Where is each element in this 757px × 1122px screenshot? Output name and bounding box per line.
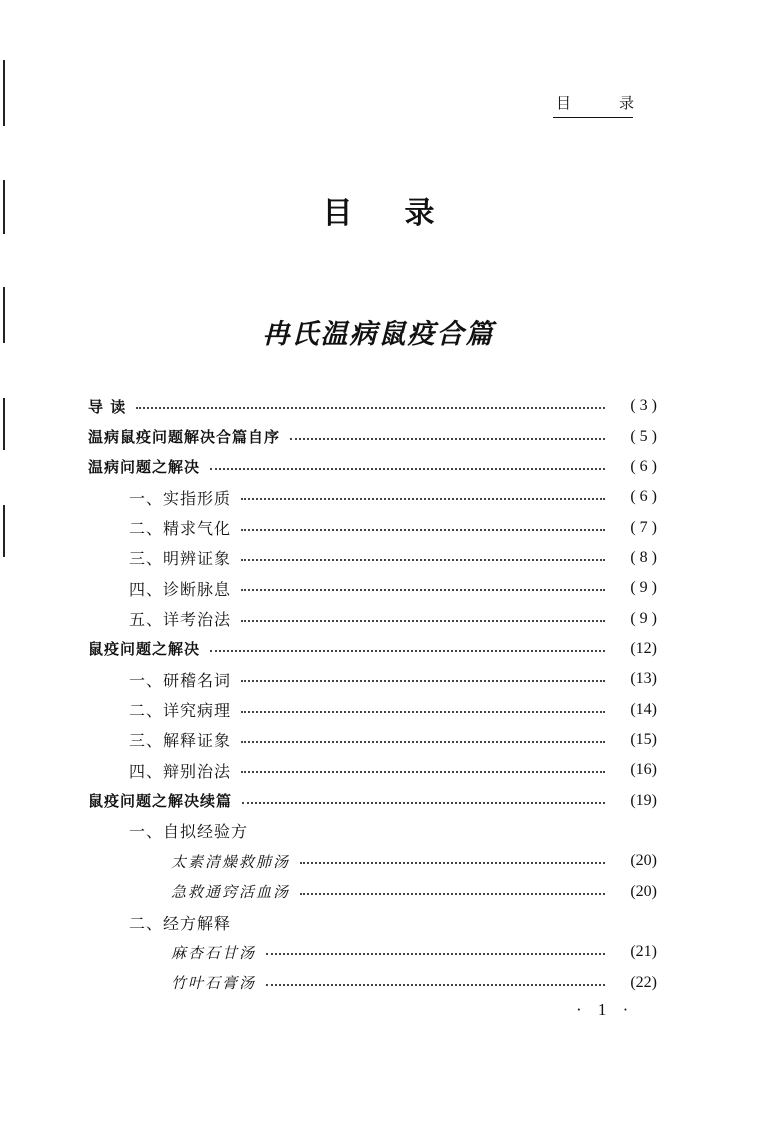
toc-leader-dots (210, 468, 605, 470)
scan-edge-mark (3, 60, 5, 126)
toc-leader-dots (266, 953, 605, 955)
toc-entry[interactable] (0, 573, 757, 603)
toc-leader-dots (241, 559, 605, 561)
toc-entry-page: ( 8 ) (630, 548, 657, 566)
toc-entry[interactable] (0, 664, 757, 694)
toc-entry-title: 麻杏石甘汤 (171, 943, 257, 962)
toc-entry[interactable] (0, 725, 757, 755)
toc-entry-page: (21) (630, 943, 657, 961)
toc-entry[interactable] (0, 452, 757, 482)
toc-entry[interactable] (0, 512, 757, 542)
toc-leader-dots (241, 589, 605, 591)
toc-entry-page: ( 9 ) (630, 609, 657, 627)
toc-entry-title: 鼠疫问题之解决续篇 (88, 792, 233, 811)
table-of-contents (0, 391, 757, 998)
toc-entry[interactable] (0, 907, 757, 937)
toc-entry[interactable] (0, 694, 757, 724)
toc-entry-title: 温病鼠疫问题解决合篇自序 (88, 428, 281, 447)
toc-entry-title: 太素清燥救肺汤 (171, 852, 291, 871)
toc-entry[interactable] (0, 846, 757, 876)
toc-entry[interactable] (0, 634, 757, 664)
running-head-left: 目 (556, 94, 572, 112)
toc-leader-dots (241, 711, 605, 713)
toc-entry[interactable] (0, 603, 757, 633)
toc-entry-page: (12) (630, 639, 657, 657)
toc-entry-page: (14) (630, 700, 657, 718)
toc-entry-title: 一、研稽名词 (129, 670, 232, 690)
toc-entry-title: 二、经方解释 (129, 913, 232, 933)
page-number: · 1 · (576, 1000, 635, 1019)
toc-entry-title: 一、自拟经验方 (129, 822, 249, 842)
toc-entry-title: 鼠疫问题之解决 (88, 640, 201, 659)
toc-leader-dots (241, 620, 605, 622)
toc-entry-title: 竹叶石膏汤 (171, 974, 257, 993)
toc-entry[interactable] (0, 421, 757, 451)
toc-leader-dots (290, 438, 605, 440)
toc-entry-title: 三、明辨证象 (129, 549, 232, 569)
toc-entry[interactable] (0, 543, 757, 573)
toc-leader-dots (241, 771, 605, 773)
toc-entry-page: ( 6 ) (630, 457, 657, 475)
toc-entry-title: 急救通窍活血汤 (171, 883, 291, 902)
toc-entry-title: 四、诊断脉息 (129, 579, 232, 599)
toc-entry-page: (20) (630, 852, 657, 870)
toc-entry[interactable] (0, 877, 757, 907)
toc-entry-title: 一、实指形质 (129, 488, 232, 508)
toc-entry[interactable] (0, 391, 757, 421)
toc-leader-dots (300, 862, 605, 864)
toc-entry-page: ( 6 ) (630, 488, 657, 506)
toc-entry[interactable] (0, 968, 757, 998)
running-head (556, 92, 634, 113)
running-head-right: 录 (618, 94, 634, 112)
toc-entry-title: 二、精求气化 (129, 519, 232, 539)
toc-entry-page: ( 9 ) (630, 579, 657, 597)
toc-entry-page: (22) (630, 973, 657, 991)
toc-entry-page: (13) (630, 670, 657, 688)
toc-leader-dots (241, 680, 605, 682)
toc-entry-title: 三、解释证象 (129, 731, 232, 751)
toc-entry[interactable] (0, 482, 757, 512)
toc-entry[interactable] (0, 755, 757, 785)
toc-entry-page: (19) (630, 791, 657, 809)
toc-leader-dots (242, 802, 605, 804)
running-head-rule (553, 117, 633, 118)
toc-leader-dots (300, 893, 605, 895)
toc-leader-dots (210, 650, 605, 652)
toc-entry-title: 导 读 (88, 397, 127, 416)
toc-entry-page: ( 7 ) (630, 518, 657, 536)
toc-leader-dots (241, 529, 605, 531)
toc-entry[interactable] (0, 937, 757, 967)
toc-leader-dots (241, 498, 605, 500)
toc-leader-dots (136, 407, 605, 409)
toc-entry-page: ( 3 ) (630, 397, 657, 415)
toc-leader-dots (241, 741, 605, 743)
toc-entry[interactable] (0, 816, 757, 846)
toc-entry-title: 二、详究病理 (129, 701, 232, 721)
book-title: 冉氏温病鼠疫合篇 (262, 319, 495, 350)
toc-entry-page: (16) (630, 761, 657, 779)
toc-entry-page: (15) (630, 730, 657, 748)
page-title: 目录 (322, 196, 487, 231)
toc-entry-page: (20) (630, 882, 657, 900)
toc-leader-dots (266, 984, 605, 986)
toc-entry-page: ( 5 ) (630, 427, 657, 445)
toc-entry-title: 温病问题之解决 (88, 458, 201, 477)
toc-entry[interactable] (0, 785, 757, 815)
toc-entry-title: 四、辩别治法 (129, 761, 232, 781)
toc-entry-title: 五、详考治法 (129, 610, 232, 630)
